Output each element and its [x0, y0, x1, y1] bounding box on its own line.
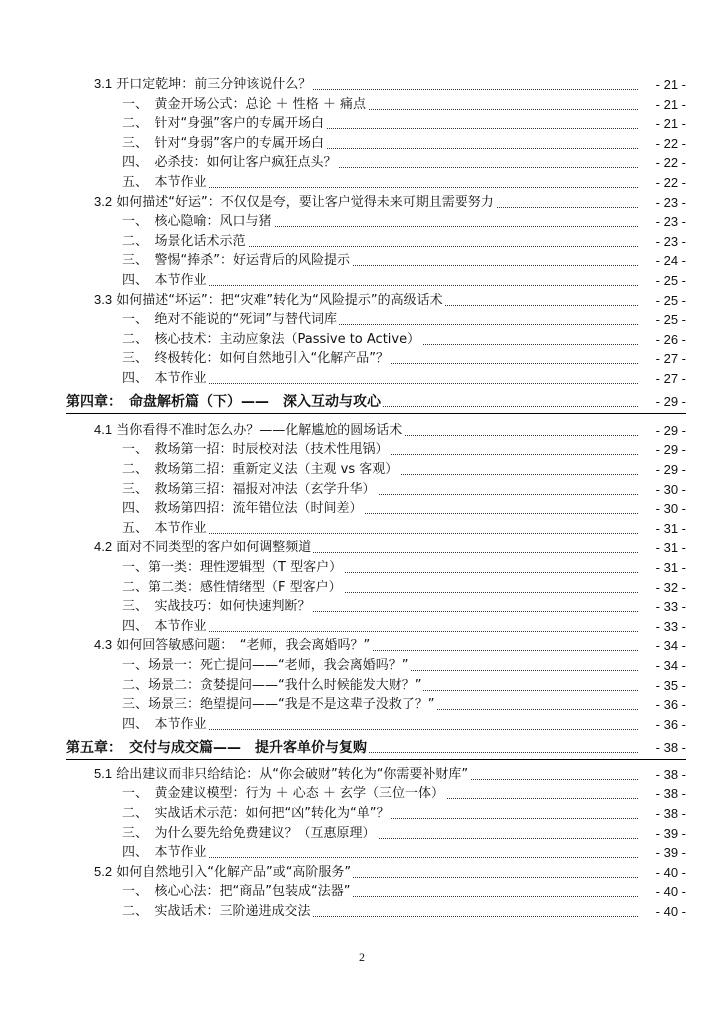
- toc-entry-title: 二、 实战话术示范：如何把“凶”转化为“单”？: [122, 805, 390, 821]
- toc-section-text: 当你看得不准时怎么办？——化解尴尬的圆场话术: [116, 422, 403, 438]
- toc-page-number: - 36 -: [638, 716, 686, 734]
- toc-page-number: - 29 -: [638, 441, 686, 459]
- toc-section-number: 4.2: [94, 539, 113, 555]
- toc-subsection-entry[interactable]: [0, 250, 724, 270]
- toc-entry-title: 一、 核心隐喻：风口与猪: [122, 214, 272, 230]
- toc-entry-title: 一、 核心心法：把“商品”包装成“法器”: [122, 884, 351, 900]
- toc-entry-title: 二、 救场第二招：重新定义法（主观 vs 客观）: [122, 461, 399, 477]
- toc-entry-title: 二、 场景化话术示范: [122, 233, 246, 249]
- toc-section-text: 面对不同类型的客户如何调整频道: [116, 540, 312, 556]
- toc-subsection-entry[interactable]: [0, 901, 724, 921]
- toc-entry-title: 二、场景二：贪婪提问——“我什么时候能发大财？”: [122, 677, 422, 693]
- toc-entry-title: 五、 本节作业: [122, 520, 207, 536]
- toc-subsection-entry[interactable]: [0, 803, 724, 823]
- toc-page-number: - 39 -: [638, 825, 686, 843]
- toc-subsection-entry[interactable]: [0, 459, 724, 479]
- toc-section-text: 如何自然地引入“化解产品”或“高阶服务”: [116, 864, 352, 880]
- toc-subsection-entry[interactable]: [0, 675, 724, 695]
- toc-page-number: - 33 -: [638, 598, 686, 616]
- toc-page-number: - 29 -: [638, 422, 686, 440]
- toc-page-number: - 22 -: [638, 154, 686, 172]
- toc-page-number: - 36 -: [638, 696, 686, 714]
- toc-section-number: 4.3: [94, 637, 113, 653]
- toc-entry-title: [94, 765, 470, 784]
- toc-page-number: - 40 -: [638, 903, 686, 921]
- toc-page-number: - 23 -: [638, 194, 686, 212]
- toc-entry-title: 四、 本节作业: [122, 716, 207, 732]
- toc-page-number: - 31 -: [638, 539, 686, 557]
- toc-entry-title: 第四章： 命盘解析篇（下）—— 深入互动与攻心: [66, 394, 381, 411]
- toc-subsection-entry[interactable]: [0, 714, 724, 734]
- toc-page-number: - 38 -: [638, 785, 686, 803]
- toc-page-number: - 29 -: [638, 393, 686, 411]
- toc-page-number: - 35 -: [638, 677, 686, 695]
- toc-entry-title: 一、 绝对不能说的“死词”与替代词库: [122, 312, 337, 328]
- toc-section-entry[interactable]: [0, 420, 724, 440]
- toc-subsection-entry[interactable]: [0, 479, 724, 499]
- toc-subsection-entry[interactable]: [0, 348, 724, 368]
- toc-subsection-entry[interactable]: [0, 133, 724, 153]
- toc-chapter-entry[interactable]: [0, 737, 724, 757]
- toc-page-number: - 32 -: [638, 579, 686, 597]
- toc-page-number: - 24 -: [638, 252, 686, 270]
- toc-page-number: - 27 -: [638, 350, 686, 368]
- toc-page-number: - 30 -: [638, 481, 686, 499]
- toc-subsection-entry[interactable]: [0, 152, 724, 172]
- toc-subsection-entry[interactable]: [0, 616, 724, 636]
- toc-entry-title: [94, 75, 313, 94]
- toc-section-entry[interactable]: [0, 764, 724, 784]
- toc-subsection-entry[interactable]: [0, 231, 724, 251]
- toc-section-text: 给出建议而非只给结论：从“你会破财”转化为“你需要补财库”: [116, 766, 469, 782]
- toc-entry-title: 三、 实战技巧：如何快速判断？: [122, 599, 311, 615]
- toc-page-number: - 39 -: [638, 844, 686, 862]
- toc-section-number: 5.2: [94, 863, 113, 879]
- toc-section-entry[interactable]: [0, 537, 724, 557]
- toc-page-number: - 34 -: [638, 637, 686, 655]
- toc-subsection-entry[interactable]: [0, 823, 724, 843]
- toc-page-number: - 25 -: [638, 292, 686, 310]
- toc-subsection-entry[interactable]: [0, 557, 724, 577]
- toc-section-text: 如何描述“坏运”：把“灾难”转化为“风险提示”的高级话术: [116, 292, 443, 308]
- toc-page-number: - 22 -: [638, 135, 686, 153]
- toc-entry-title: [94, 193, 496, 212]
- toc-subsection-entry[interactable]: [0, 655, 724, 675]
- toc-section-entry[interactable]: [0, 635, 724, 655]
- toc-page-number: - 38 -: [638, 805, 686, 823]
- toc-entry-title: [94, 538, 313, 557]
- toc-subsection-entry[interactable]: [0, 439, 724, 459]
- toc-entry-title: 一、场景一：死亡提问——“老师，我会离婚吗？”: [122, 658, 409, 674]
- toc-entry-title: 四、 必杀技：如何让客户疯狂点头？: [122, 155, 337, 171]
- toc-entry-title: 一、 黄金建议模型：行为 ＋ 心态 ＋ 玄学（三位一体）: [122, 786, 445, 802]
- toc-entry-title: 二、第二类：感性情绪型（F 型客户）: [122, 579, 342, 595]
- toc-subsection-entry[interactable]: [0, 94, 724, 114]
- toc-entry-title: 四、 本节作业: [122, 618, 207, 634]
- toc-subsection-entry[interactable]: [0, 113, 724, 133]
- toc-entry-title: 三、 为什么要先给免费建议？（互惠原理）: [122, 825, 376, 841]
- toc-subsection-entry[interactable]: [0, 270, 724, 290]
- toc-entry-title: 一、 黄金开场公式：总论 ＋ 性格 ＋ 痛点: [122, 96, 367, 112]
- chapter-underline: [66, 413, 686, 414]
- toc-section-number: 4.1: [94, 421, 113, 437]
- toc-page-number: - 31 -: [638, 559, 686, 577]
- toc-subsection-entry[interactable]: [0, 211, 724, 231]
- toc-page-number: - 29 -: [638, 461, 686, 479]
- toc-section-text: 开口定乾坤：前三分钟该说什么？: [116, 77, 312, 92]
- toc-subsection-entry[interactable]: [0, 368, 724, 388]
- toc-page-number: - 38 -: [638, 739, 686, 757]
- toc-subsection-entry[interactable]: [0, 577, 724, 597]
- toc-page-number: - 23 -: [638, 213, 686, 231]
- toc-section-text: 如何回答敏感问题： “老师，我会离婚吗？”: [116, 638, 371, 654]
- toc-entry-title: 四、 救场第四招：流年错位法（时间差）: [122, 501, 363, 517]
- toc-page-number: - 34 -: [638, 657, 686, 675]
- toc-page-number: - 30 -: [638, 500, 686, 518]
- toc-page-number: - 21 -: [638, 76, 686, 94]
- toc-page-number: - 40 -: [638, 883, 686, 901]
- toc-entry-title: 四、 本节作业: [122, 273, 207, 289]
- toc-entry-title: 三、 针对“身弱”客户的专属开场白: [122, 135, 324, 151]
- toc-entry-title: [94, 636, 372, 655]
- toc-page-number: - 33 -: [638, 618, 686, 636]
- toc-entry-title: 二、 实战话术：三阶递进成交法: [122, 904, 311, 919]
- toc-entry-title: 第五章： 交付与成交篇—— 提升客单价与复购: [66, 740, 367, 757]
- toc-entry-title: [94, 421, 404, 440]
- toc-page-number: - 25 -: [638, 272, 686, 290]
- toc-entry-title: [94, 863, 353, 882]
- toc-page-number: - 22 -: [638, 174, 686, 192]
- toc-section-number: 5.1: [94, 765, 113, 781]
- toc-entry-title: 三、 警惕“捧杀”：好运背后的风险提示: [122, 253, 350, 269]
- toc-subsection-entry[interactable]: [0, 881, 724, 901]
- toc-subsection-entry[interactable]: [0, 694, 724, 714]
- toc-page-number: - 40 -: [638, 864, 686, 882]
- toc-subsection-entry[interactable]: [0, 329, 724, 349]
- toc-page-number: - 21 -: [638, 96, 686, 114]
- toc-page-number: - 38 -: [638, 766, 686, 784]
- toc-section-number: 3.2: [94, 193, 113, 209]
- chapter-underline: [66, 759, 686, 760]
- toc-subsection-entry[interactable]: [0, 172, 724, 192]
- page-number: 2: [359, 950, 365, 964]
- toc-section-entry[interactable]: [0, 192, 724, 212]
- toc-section-entry[interactable]: [0, 862, 724, 882]
- toc-entry-title: [94, 291, 445, 310]
- toc-entry-title: 三、场景三：绝望提问——“我是不是这辈子没救了？”: [122, 697, 435, 713]
- toc-section-text: 如何描述“好运”：不仅仅是夸，要让客户觉得未来可期且需要努力: [116, 194, 494, 210]
- toc-chapter-entry[interactable]: [0, 391, 724, 411]
- toc-entry-title: 三、 救场第三招：福报对冲法（玄学升华）: [122, 481, 376, 497]
- toc-page-number: - 31 -: [638, 520, 686, 538]
- toc-page-number: - 27 -: [638, 370, 686, 388]
- toc-entry-title: 五、 本节作业: [122, 175, 207, 191]
- toc-page-number: - 23 -: [638, 233, 686, 251]
- toc-section-entry[interactable]: [0, 74, 724, 94]
- toc-section-number: 3.1: [94, 76, 113, 91]
- toc-entry-title: 二、 针对“身强”客户的专属开场白: [122, 116, 324, 132]
- toc-entry-title: 一、 救场第一招：时辰校对法（技术性甩锅）: [122, 442, 389, 458]
- toc-entry-title: 一、第一类：理性逻辑型（T 型客户）: [122, 560, 343, 575]
- toc-section-entry[interactable]: [0, 290, 724, 310]
- toc-subsection-entry[interactable]: [0, 783, 724, 803]
- toc-subsection-entry[interactable]: [0, 309, 724, 329]
- toc-page-number: - 21 -: [638, 115, 686, 133]
- toc-page-number: - 25 -: [638, 311, 686, 329]
- toc-subsection-entry[interactable]: [0, 498, 724, 518]
- toc-entry-title: 二、 核心技术：主动应象法（Passive to Active）: [122, 331, 421, 347]
- toc-section-number: 3.3: [94, 291, 113, 307]
- toc-entry-title: 四、 本节作业: [122, 371, 207, 387]
- toc-subsection-entry[interactable]: [0, 842, 724, 862]
- toc-entry-title: 四、 本节作业: [122, 845, 207, 861]
- toc-entry-title: 三、 终极转化：如何自然地引入“化解产品”？: [122, 351, 389, 367]
- toc-subsection-entry[interactable]: [0, 596, 724, 616]
- toc-page-number: - 26 -: [638, 331, 686, 349]
- toc-subsection-entry[interactable]: [0, 518, 724, 538]
